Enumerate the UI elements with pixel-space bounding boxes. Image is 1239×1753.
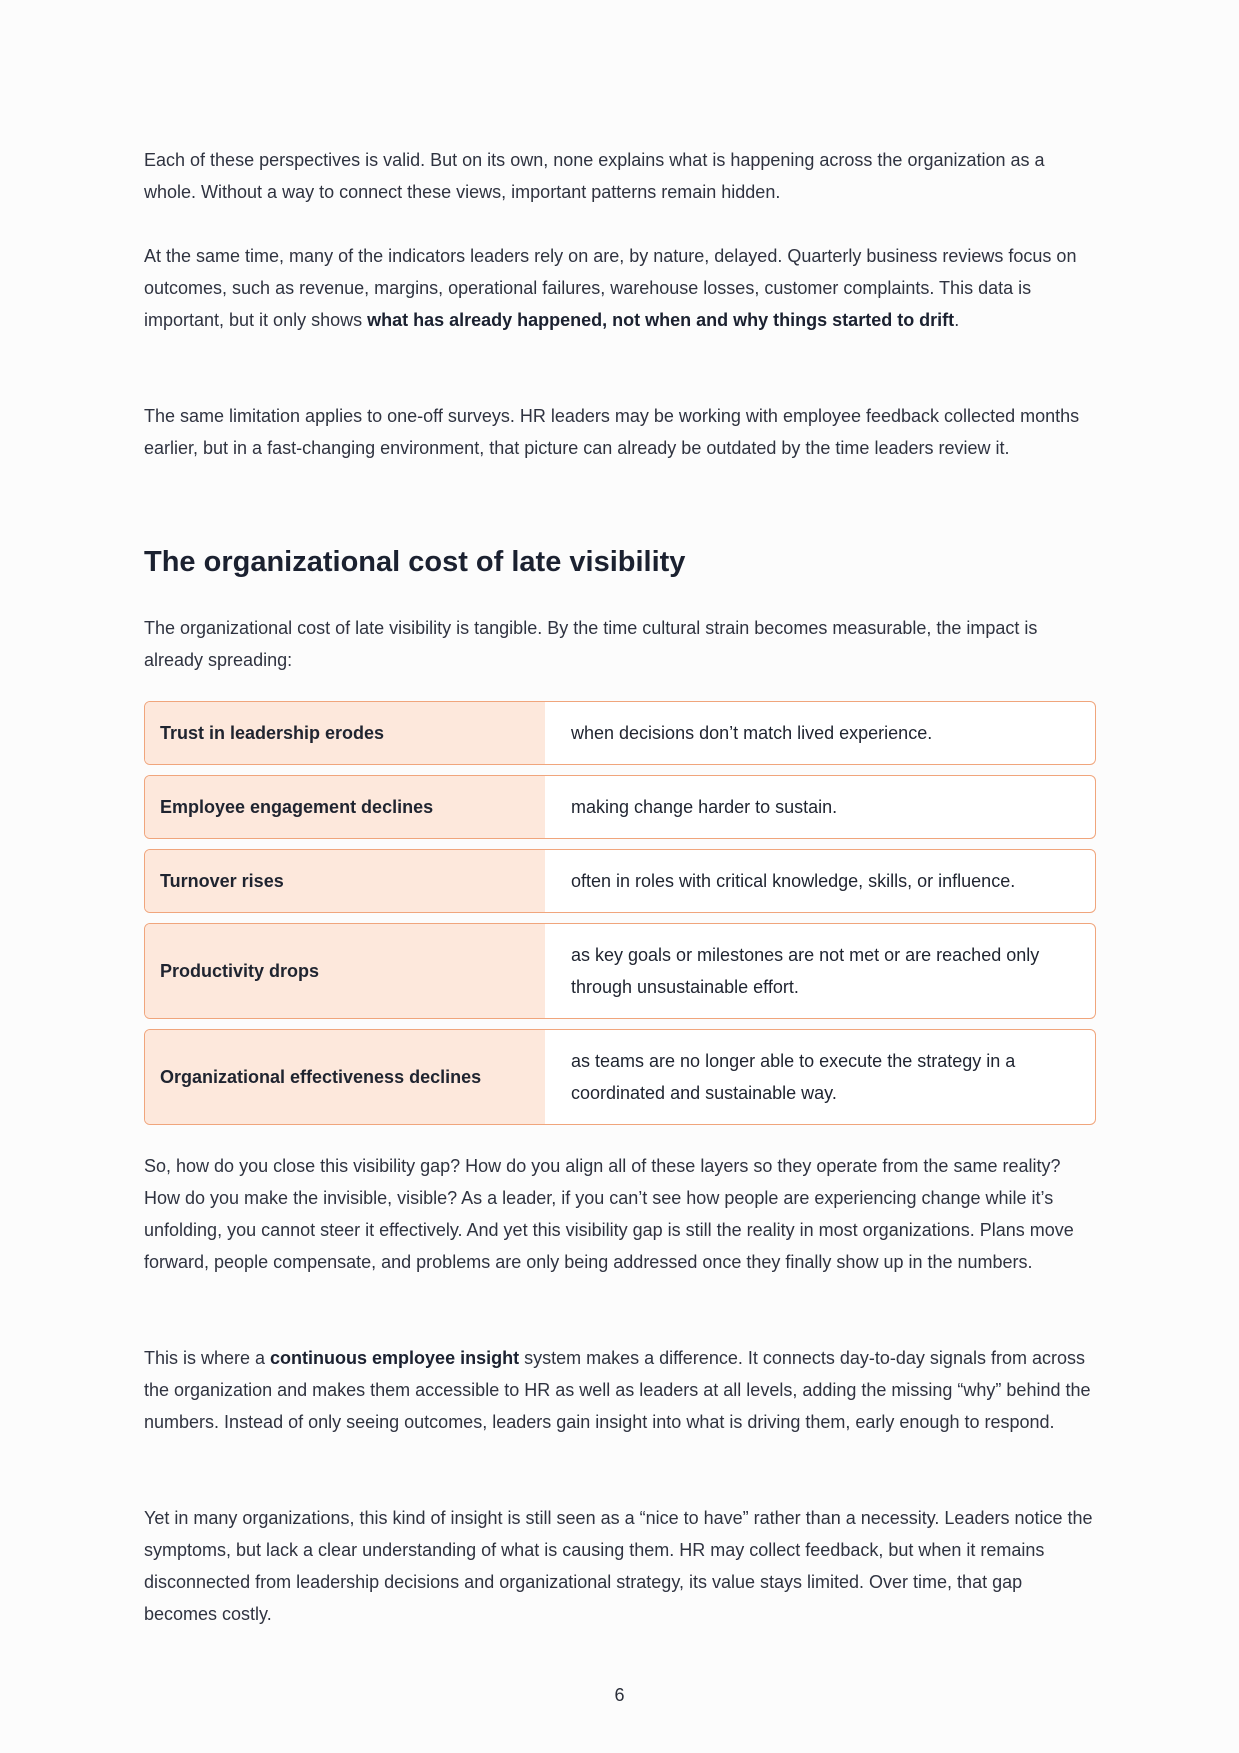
impact-row [144,923,1096,1019]
page-number: 6 [614,1685,625,1705]
paragraph-surveys: The same limitation applies to one-off surveys. HR leaders may be working with employee feedback collected months earlier, but in a fast-changing environment, that picture can already be outdated by the time leaders review it. [144,406,1080,458]
paragraph-continuous-insight [144,1342,1096,1438]
section-heading: The organizational cost of late visibility [144,546,686,578]
paragraph-delayed-indicators [144,240,1096,336]
paragraph-cost-intro: The organizational cost of late visibility is tangible. By the time cultural strain becomes measurable, the impact is already spreading: [144,618,1038,670]
impact-detail: often in roles with critical knowledge, skills, or influence. [571,871,1016,891]
paragraph-nice-to-have: Yet in many organizations, this kind of insight is still seen as a “nice to have” rather than a necessity. Leaders notice the symptoms, but lack a clear understanding of what is causing them. HR may collect feedback, but when it remains disconnected from leadership decisions and organizational strategy, its value stays limited. Over time, that gap becomes costly. [144,1508,1093,1624]
impact-row [144,1029,1096,1125]
emphasis-text: continuous employee insight [270,1348,520,1368]
impact-row [144,775,1096,839]
impact-label: Employee engagement declines [145,776,545,838]
paragraph-text: At the same time, many of the indicators leaders rely on are, by nature, delayed. Quarterly business reviews focus on outcomes, such as revenue, margins, operational failures, warehouse losses, customer complaints. This data is important, but it only shows [144,246,1077,330]
impact-label: Turnover rises [145,850,545,912]
impact-row [144,701,1096,765]
impact-detail: making change harder to sustain. [571,797,838,817]
paragraph-perspectives: Each of these perspectives is valid. But on its own, none explains what is happening across the organization as a whole. Without a way to connect these views, important patterns remain hidden. [144,150,1045,202]
impact-row [144,849,1096,913]
paragraph-visibility-gap: So, how do you close this visibility gap? How do you align all of these layers so they operate from the same reality? How do you make the invisible, visible? As a leader, if you can’t see how people are experiencing change while it’s unfolding, you cannot steer it effectively. And yet this visibility gap is still the reality in most organizations. Plans move forward, people compensate, and problems are only being addressed once they finally show up in the numbers. [144,1156,1074,1272]
impact-label: Productivity drops [145,924,545,1018]
paragraph-text: . [954,310,960,330]
impact-detail: as teams are no longer able to execute the strategy in a coordinated and sustainable way. [571,1051,1016,1103]
impact-label: Trust in leadership erodes [145,702,545,764]
paragraph-text: This is where a [144,1348,271,1368]
emphasis-text: what has already happened, not when and why things started to drift [367,310,955,330]
impact-detail: when decisions don’t match lived experience. [571,723,933,743]
paragraph-text: system makes a difference. It connects day-to-day signals from across the organization and makes them accessible to HR as well as leaders at all levels, adding the missing “why” behind the numbers. Instead of only seeing outcomes, leaders gain insight into what is driving them, early enough to respond. [144,1348,1091,1432]
impact-label: Organizational effectiveness declines [145,1030,545,1124]
impact-detail: as key goals or milestones are not met or are reached only through unsustainable effort. [571,945,1040,997]
